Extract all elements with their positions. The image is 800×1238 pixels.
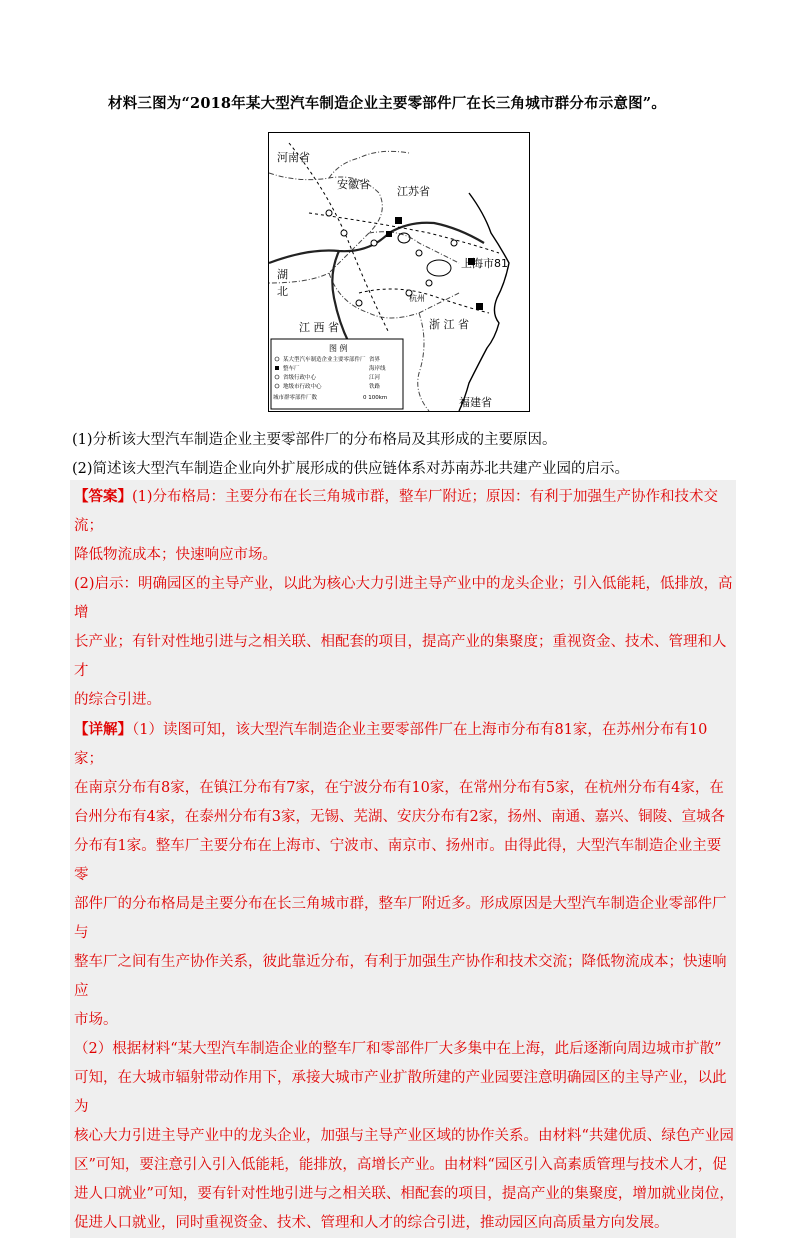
legend-scale: 0 100km [363, 395, 388, 401]
map-label-anhui: 安徽省 [337, 178, 370, 191]
answer-line-3: (2)启示：明确园区的主导产业，以此为核心大力引进主导产业中的龙头企业；引入低能耗，低排放，高增 [74, 576, 733, 621]
answer-line-2: 降低物流成本；快速响应市场。 [74, 547, 277, 563]
answer-line-4: 长产业；有针对性地引进与之相关联、相配套的项目，提高产业的集聚度；重视资金、技术、管理和人才 [74, 634, 727, 679]
detail-p2-line-3: 核心大力引进主导产业中的龙头企业，加强与主导产业区域的协作关系。由材料“共建优质、绿色产业园 [74, 1128, 734, 1144]
map-label-henan: 河南省 [277, 151, 310, 164]
detail-p1-line-4: 部件厂的分布格局是主要分布在长三角城市群，整车厂附近多。形成原因是大型汽车制造企业零部件厂与 [74, 896, 727, 941]
map-figure [269, 133, 529, 411]
map-label-hangzhou: 杭州 [409, 294, 425, 303]
detail-p2-line-2: 可知，在大城市辐射带动作用下，承接大城市产业扩散所建的产业园要注意明确园区的主导产业，以此为 [74, 1070, 727, 1115]
material-intro: 材料三图为“2018年某大型汽车制造企业主要零部件厂在长三角城市群分布示意图”。 [108, 95, 667, 112]
detail-p1-line-6: 市场。 [74, 1012, 118, 1028]
map-label-hubei-2: 北 [277, 285, 288, 298]
legend-item-border: 省界 [369, 357, 381, 363]
detail-p2-line-5: 进人口就业”可知，要有针对性地引进与之相关联、相配套的项目，提高产业的集聚度，增加就业岗位， [74, 1186, 734, 1202]
legend-title: 图 例 [329, 344, 348, 353]
detail-p1-first: （1）读图可知，该大型汽车制造企业主要零部件厂在上海市分布有81家，在苏州分布有10家； [74, 722, 708, 767]
map-label-zhejiang: 浙 江 省 [429, 318, 469, 331]
legend-item-coast: 海岸线 [369, 366, 386, 372]
detail-p1-line-2: 台州分布有4家，在泰州分布有3家，无锡、芜湖、安庆分布有2家，扬州、南通、嘉兴、铜陵、宣城各 [74, 809, 726, 825]
legend-item-city-center: 地级市行政中心 [283, 384, 322, 390]
detail-p1-line-5: 整车厂之间有生产协作关系，彼此靠近分布，有利于加强生产协作和技术交流；降低物流成本；快速响应 [74, 954, 727, 999]
detail-p2-line-1: （2）根据材料“某大型汽车制造企业的整车厂和零部件厂大多集中在上海，此后逐渐向周边城市扩散” [74, 1041, 722, 1057]
answer-line-1: (1)分布格局：主要分布在长三角城市群，整车厂附近；原因：有利于加强生产协作和技术交流； [74, 489, 719, 534]
answer-tag: 【答案】 [74, 488, 132, 505]
legend-item-count: 城市群零部件厂数 [273, 395, 318, 401]
legend-item-part-factory: 某大型汽车制造企业主要零部件厂 [283, 357, 366, 363]
map-label-jiangsu: 江苏省 [397, 185, 430, 198]
map-label-fujian: 福建省 [459, 396, 492, 409]
legend-item-rail: 铁路 [369, 384, 381, 390]
map-label-jiangxi: 江 西 省 [299, 321, 339, 334]
question-1: (1)分析该大型汽车制造企业主要零部件厂的分布格局及其形成的主要原因。 [72, 432, 557, 448]
detail-p2-line-6: 促进人口就业，同时重视资金、技术、管理和人才的综合引进，推动园区向高质量方向发展。 [74, 1215, 669, 1231]
map-label-shanghai: 上海市81 [461, 257, 508, 270]
detail-tag: 【详解】 [74, 721, 132, 738]
detail-p1-line-1: 在南京分布有8家，在镇江分布有7家，在宁波分布有10家，在常州分布有5家，在杭州分布有4家，在 [74, 780, 724, 796]
legend-item-river: 江河 [369, 375, 381, 381]
question-2: (2)简述该大型汽车制造企业向外扩展形成的供应链体系对苏南苏北共建产业园的启示。 [72, 461, 630, 477]
legend-item-vehicle-plant: 整车厂 [283, 366, 300, 372]
map-legend [271, 339, 403, 409]
yangtze-delta-map [268, 132, 530, 412]
detail-p2-line-4: 区”可知，要注意引入引入低能耗，能排放，高增长产业。由材料“园区引入高素质管理与技术人才，促 [74, 1157, 727, 1173]
map-label-hubei-1: 湖 [277, 268, 288, 281]
answer-line-5: 的综合引进。 [74, 692, 161, 708]
legend-item-provincial-center: 省级行政中心 [283, 375, 317, 381]
answer-section [70, 480, 736, 1238]
detail-p1-line-3: 分布有1家。整车厂主要分布在上海市、宁波市、南京市、扬州市。由得此得，大型汽车制造企业主要零 [74, 838, 722, 883]
